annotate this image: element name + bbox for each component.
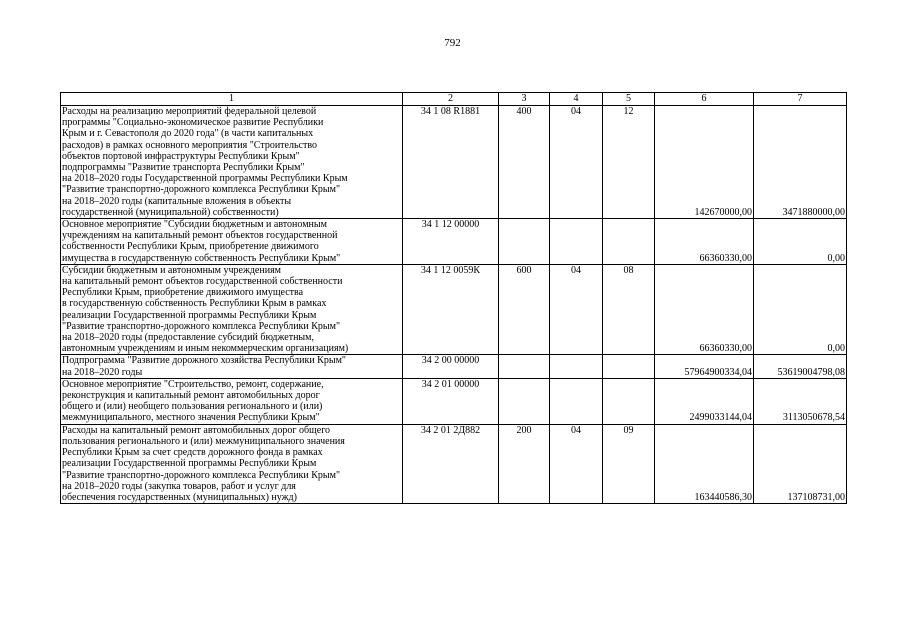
row-code: 34 1 08 R1881 <box>403 106 499 219</box>
row-col3 <box>499 219 550 265</box>
row-col3: 200 <box>499 424 550 503</box>
row-col3 <box>499 378 550 424</box>
row-amount-2020: 0,00 <box>754 264 847 355</box>
row-amount-2019: 142670000,00 <box>655 106 754 219</box>
row-code: 34 2 01 2Д882 <box>403 424 499 503</box>
column-header-5: 5 <box>603 93 655 106</box>
table-row <box>61 378 847 424</box>
row-name <box>61 106 403 219</box>
row-code: 34 2 01 00000 <box>403 378 499 424</box>
budget-table <box>60 92 847 504</box>
row-col3: 400 <box>499 106 550 219</box>
row-col4: 04 <box>550 264 603 355</box>
row-col5: 09 <box>603 424 655 503</box>
row-col5 <box>603 355 655 378</box>
column-header-3: 3 <box>499 93 550 106</box>
table-row <box>61 355 847 378</box>
table-header-row <box>61 93 847 106</box>
row-name <box>61 219 403 265</box>
row-col4 <box>550 219 603 265</box>
column-header-2: 2 <box>403 93 499 106</box>
row-col4 <box>550 378 603 424</box>
row-name-text: Подпрограмма "Развитие дорожного хозяйства Республики Крым" на 2018–2020 годы <box>62 355 346 378</box>
row-amount-2019: 2499033144,04 <box>655 378 754 424</box>
column-header-7: 7 <box>754 93 847 106</box>
row-name <box>61 424 403 503</box>
row-amount-2019: 57964900334,04 <box>655 355 754 378</box>
table-row <box>61 219 847 265</box>
row-amount-2020: 0,00 <box>754 219 847 265</box>
row-amount-2019: 66360330,00 <box>655 219 754 265</box>
row-code: 34 2 00 00000 <box>403 355 499 378</box>
row-name-text: Субсидии бюджетным и автономным учреждениям на капитальный ремонт объектов государственной собственности Республики Крым, приобретение движимого имущества в государственную собственность Республики Крым в рамках реализации Государственной программы Республики Крым "Развитие транспортно-дорожного комплекса Республики Крым" на 2018–2020 годы (предоставление субсидий бюджетным, автономным учреждениям и иным некоммерческим организациям) <box>62 264 349 355</box>
row-name-text: Расходы на реализацию мероприятий федеральной целевой программы "Социально-экономическое развитие Республики Крым и г. Севастополя до 2020 года" (в части капитальных расходов) в рамках основного мероприятия "Строительство объектов портовой инфраструктуры Республики Крым" подпрограммы "Развитие транспорта Республики Крым" на 2018–2020 годы Государственной программы Республики Крым "Развитие транспортно-дорожного комплекса Республики Крым" на 2018–2020 годы (капитальные вложения в объекты государственной (муниципальной) собственности) <box>62 106 348 218</box>
row-col5: 08 <box>603 264 655 355</box>
row-col4 <box>550 355 603 378</box>
row-col3 <box>499 355 550 378</box>
column-header-4: 4 <box>550 93 603 106</box>
table-row <box>61 106 847 219</box>
row-amount-2020: 53619004798,08 <box>754 355 847 378</box>
column-header-6: 6 <box>655 93 754 106</box>
row-amount-2019: 163440586,30 <box>655 424 754 503</box>
row-name <box>61 378 403 424</box>
row-col4: 04 <box>550 424 603 503</box>
row-col5: 12 <box>603 106 655 219</box>
row-col4: 04 <box>550 106 603 219</box>
page-number: 792 <box>444 37 461 49</box>
column-header-1: 1 <box>61 93 403 106</box>
row-code: 34 1 12 00000 <box>403 219 499 265</box>
row-name <box>61 264 403 355</box>
table-row <box>61 424 847 503</box>
row-name-text: Основное мероприятие "Строительство, ремонт, содержание, реконструкция и капитальный ремонт автомобильных дорог общего и (или) необщего пользования регионального и (или) межмуниципального, местного значения Республики Крым" <box>62 378 324 424</box>
row-col5 <box>603 219 655 265</box>
row-col3: 600 <box>499 264 550 355</box>
row-amount-2020: 3471880000,00 <box>754 106 847 219</box>
row-name-text: Расходы на капитальный ремонт автомобильных дорог общего пользования регионального и (или) межмуниципального значения Республики Крым за счет средств дорожного фонда в рамках реализации Государственной программы Республики Крым "Развитие транспортно-дорожного комплекса Республики Крым" на 2018–2020 годы (закупка товаров, работ и услуг для обеспечения государственных (муниципальных) нужд) <box>62 424 345 503</box>
row-col5 <box>603 378 655 424</box>
table-row <box>61 264 847 355</box>
row-name <box>61 355 403 378</box>
row-amount-2020: 137108731,00 <box>754 424 847 503</box>
row-amount-2019: 66360330,00 <box>655 264 754 355</box>
row-amount-2020: 3113050678,54 <box>754 378 847 424</box>
row-code: 34 1 12 0059К <box>403 264 499 355</box>
row-name-text: Основное мероприятие "Субсидии бюджетным и автономным учреждениям на капитальный ремонт объектов государственной собственности Республики Крым, приобретение движимого имущества в государственную собственность Республики Крым" <box>62 219 341 264</box>
